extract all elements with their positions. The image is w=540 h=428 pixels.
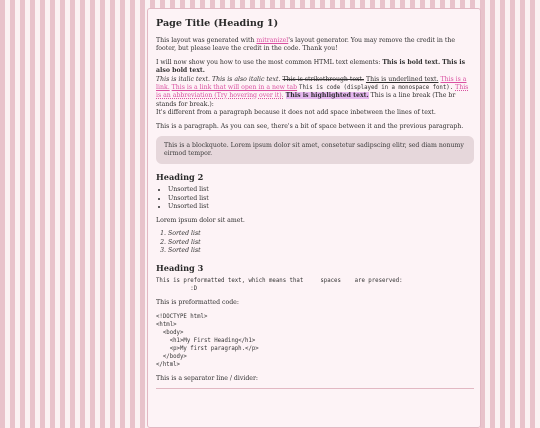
code-text: This is code (displayed in a monospace font). [299,85,454,92]
heading-3: Heading 3 [156,263,204,274]
unsorted-list [156,186,474,211]
separator-line [156,388,474,389]
lorem-text: Lorem ipsum dolor sit amet. [156,216,245,224]
italic-text-1: This is italic text. [156,75,210,83]
elements-paragraph [156,59,474,118]
paragraph-text: This is a paragraph. As you can see, there's a bit of space between it and the previous paragraph. [156,122,464,130]
intro-text-before: This layout was generated with [156,37,257,44]
sorted-list [156,230,474,255]
new-tab-link[interactable]: This is a link that will open in a new tab [171,84,298,92]
line-break-text: This is a line break (The br stands for break.): [156,92,456,108]
sample-link[interactable]: This is a link. [156,75,467,92]
list-item: 1. Sorted list [168,230,474,238]
italic-text-2: This is also italic text. [211,75,281,83]
intro-paragraph [156,37,474,54]
preformatted-code: <!DOCTYPE html> <html> <body> <h1>My First Heading</h1> <p>My first paragraph.</p> </body> </html> [156,313,259,368]
list-item: • Unsorted list [168,195,474,203]
list-item: • Unsorted list [168,203,474,211]
line-break-continuation: It's different from a paragraph because it does not add space inbetween the lines of text. [156,109,436,117]
list-item: • Unsorted list [168,186,474,194]
underlined-text: This is underlined text. [365,75,439,83]
strikethrough-text: This is strikethrough text. [282,75,364,83]
elements-lead: I will now show you how to use the most common HTML text elements: [156,58,383,66]
credit-link[interactable]: mitranizel [256,37,289,44]
list-item: 3. Sorted list [168,247,474,255]
blockquote: This is a blockquote. Lorem ipsum dolor sit amet, consetetur sadipscing elitr, sed diam nonumy eirmod tempor. [156,136,474,164]
separator-label: This is a separator line / divider: [156,374,258,382]
page-title: Page Title (Heading 1) [156,18,279,29]
heading-2: Heading 2 [156,172,204,183]
preformatted-text: This is preformatted text, which means that spaces are preserved: :D [156,278,403,293]
bold-text-1: This is bold text. [382,58,441,66]
list-item: 2. Sorted list [168,239,474,247]
intro-text-after: 's layout generator. You may remove the credit in the footer, but please leave the credit in the code. Thank you! [156,37,455,53]
main-content [156,8,474,393]
preformatted-code-label: This is preformatted code: [156,299,239,307]
abbreviation-text[interactable]: This is an abbreviation (Try hovering over it). [156,84,469,100]
bold-text-2: This is also bold text. [156,58,466,75]
highlighted-text: This is highlighted text. [285,92,369,100]
